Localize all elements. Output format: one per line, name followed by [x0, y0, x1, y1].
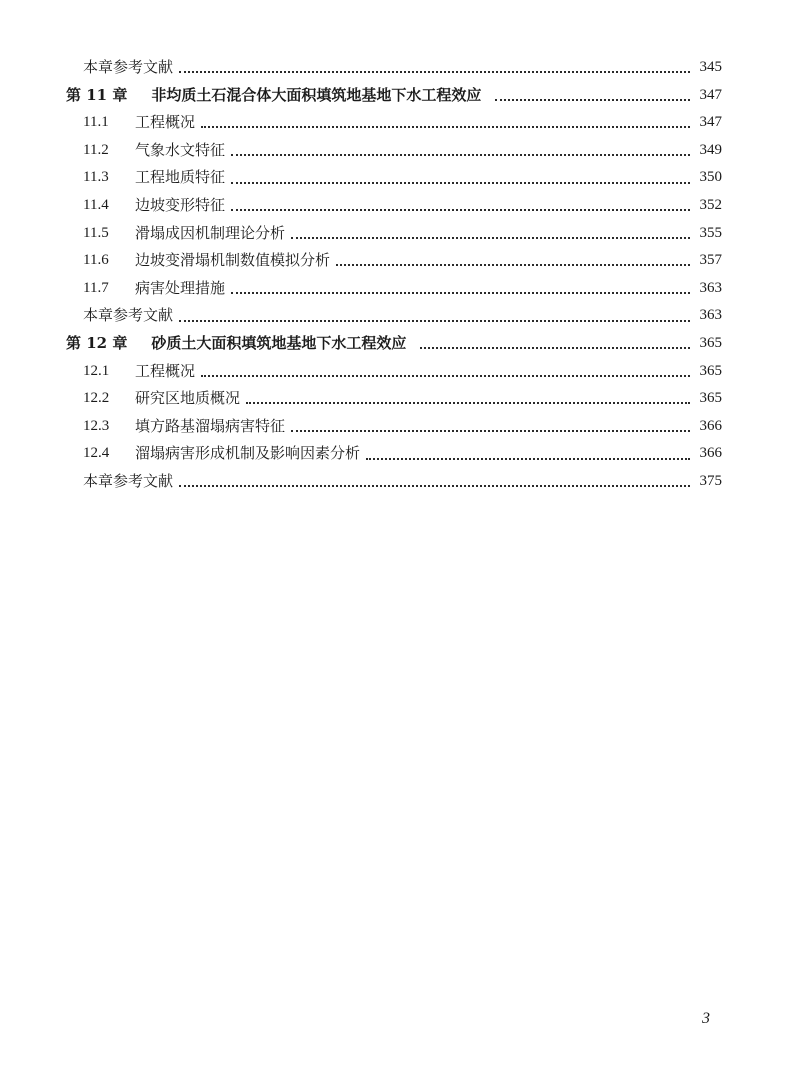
- toc-entry-title: 填方路基溜塌病害特征: [135, 416, 286, 435]
- toc-entry-section[interactable]: [0, 440, 790, 468]
- toc-entry-section[interactable]: [0, 192, 790, 220]
- toc-entry-title: 边坡变滑塌机制数值模拟分析: [135, 251, 331, 270]
- toc-section-number: 11.2: [83, 141, 109, 158]
- toc-entry-title: 边坡变形特征: [135, 195, 226, 214]
- toc-entry-section[interactable]: [0, 358, 790, 386]
- dot-leader: [231, 291, 690, 294]
- toc-chapter-number: 第 11 章: [66, 85, 128, 104]
- toc-entry-title: 本章参考文献: [83, 306, 174, 325]
- toc-entry-title: 工程概况: [135, 113, 196, 132]
- toc-page-number: 345: [699, 59, 722, 75]
- toc-entry-chapter[interactable]: [0, 82, 790, 110]
- toc-page-number: 365: [699, 334, 722, 351]
- toc-entry-section[interactable]: [0, 385, 790, 413]
- dot-leader: [336, 263, 690, 266]
- toc-section-number: 11.6: [83, 252, 109, 269]
- dot-leader: [495, 98, 690, 101]
- table-of-contents: [0, 54, 790, 496]
- toc-page-number: 375: [699, 472, 722, 489]
- toc-entry-title: 本章参考文献: [83, 471, 174, 490]
- toc-section-number: 11.3: [83, 169, 109, 186]
- page-folio-number: 3: [702, 1010, 710, 1027]
- toc-entry-references[interactable]: [0, 54, 790, 82]
- toc-page-number: 347: [699, 86, 722, 103]
- toc-page-number: 363: [699, 307, 722, 324]
- dot-leader: [291, 236, 690, 239]
- toc-section-number: 11.7: [83, 279, 109, 296]
- dot-leader: [201, 374, 690, 377]
- toc-section-number: 12.4: [83, 445, 110, 462]
- toc-page-number: 366: [699, 417, 722, 434]
- toc-entry-title: 本章参考文献: [83, 58, 174, 76]
- toc-section-number: 11.4: [83, 196, 109, 213]
- toc-entry-section[interactable]: [0, 164, 790, 192]
- toc-entry-references[interactable]: [0, 468, 790, 496]
- toc-entry-section[interactable]: [0, 413, 790, 441]
- toc-entry-section[interactable]: [0, 109, 790, 137]
- toc-page-number: 347: [699, 114, 722, 131]
- dot-leader: [231, 153, 690, 156]
- toc-entry-title: 病害处理措施: [135, 278, 226, 297]
- toc-section-number: 12.1: [83, 362, 110, 379]
- dot-leader: [246, 401, 690, 404]
- dot-leader: [366, 457, 690, 460]
- dot-leader: [179, 319, 690, 322]
- toc-chapter-number: 第 12 章: [66, 333, 128, 352]
- toc-page-number: 365: [699, 390, 722, 407]
- toc-entry-chapter[interactable]: [0, 330, 790, 358]
- toc-entry-title: 气象水文特征: [135, 140, 226, 159]
- dot-leader: [231, 208, 690, 211]
- toc-entry-title: 工程地质特征: [135, 168, 226, 187]
- dot-leader: [291, 429, 690, 432]
- toc-page-number: 366: [699, 445, 722, 462]
- toc-section-number: 12.3: [83, 417, 110, 434]
- toc-entry-section[interactable]: [0, 220, 790, 248]
- toc-entry-section[interactable]: [0, 247, 790, 275]
- toc-section-number: 11.5: [83, 224, 109, 241]
- dot-leader: [179, 484, 690, 487]
- toc-entry-title: 研究区地质概况: [135, 389, 241, 408]
- toc-entry-title: 砂质土大面积填筑地基地下水工程效应: [151, 333, 407, 352]
- toc-entry-references[interactable]: [0, 302, 790, 330]
- toc-page-number: 365: [699, 362, 722, 379]
- toc-page-number: 363: [699, 279, 722, 296]
- toc-section-number: 11.1: [83, 114, 109, 131]
- toc-page-number: 355: [699, 224, 722, 241]
- toc-page-number: 349: [699, 141, 722, 158]
- dot-leader: [179, 70, 690, 73]
- toc-entry-section[interactable]: [0, 275, 790, 303]
- toc-page-number: 352: [699, 196, 722, 213]
- dot-leader: [231, 181, 690, 184]
- dot-leader: [420, 346, 690, 349]
- toc-entry-title: 滑塌成因机制理论分析: [135, 223, 286, 242]
- toc-entry-title: 溜塌病害形成机制及影响因素分析: [135, 444, 361, 463]
- toc-entry-section[interactable]: [0, 137, 790, 165]
- toc-page-number: 357: [699, 252, 722, 269]
- toc-entry-title: 工程概况: [135, 361, 196, 380]
- toc-page-number: 350: [699, 169, 722, 186]
- dot-leader: [201, 125, 690, 128]
- toc-entry-title: 非均质土石混合体大面积填筑地基地下水工程效应: [151, 85, 482, 104]
- toc-section-number: 12.2: [83, 390, 110, 407]
